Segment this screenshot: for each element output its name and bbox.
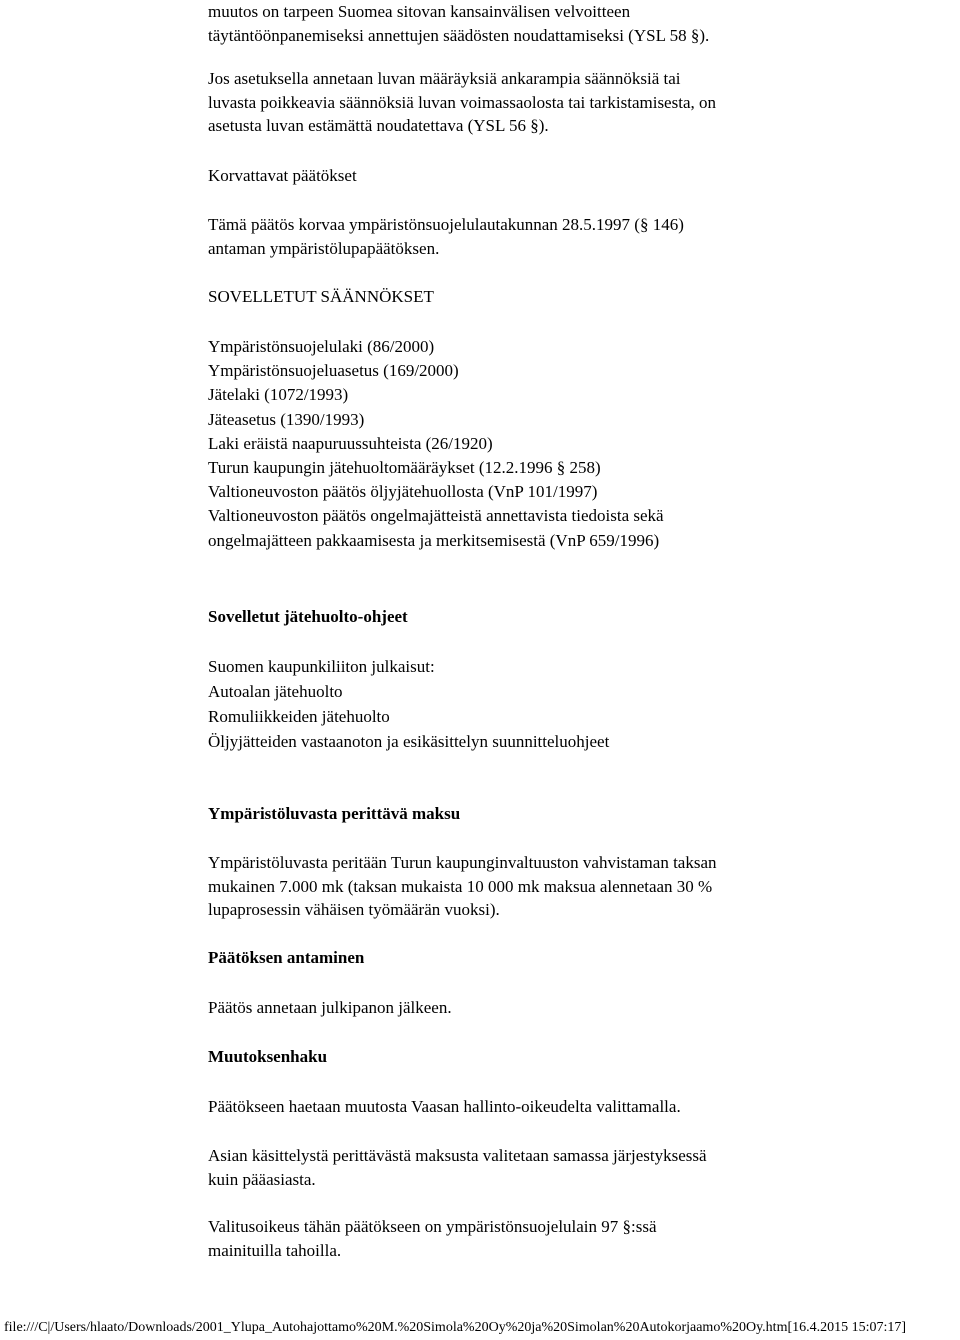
- intro-line: täytäntöönpanemiseksi annettujen säädösten noudattamiseksi (YSL 58 §).: [208, 25, 710, 45]
- rule-item: Jätelaki (1072/1993): [208, 385, 349, 405]
- issuing-paragraph: [208, 996, 452, 1020]
- rule-item: Laki eräistä naapuruussuhteista (26/1920): [208, 433, 493, 453]
- rule-item: Valtioneuvoston päätös ongelmajätteistä annettavista tiedoista sekä: [208, 506, 664, 526]
- replaced-heading: Korvattavat päätökset: [208, 166, 357, 185]
- rule-item: Ympäristönsuojelulaki (86/2000): [208, 337, 435, 356]
- appeal-paragraph-2: [208, 1144, 707, 1191]
- rule-item: Jäteasetus (1390/1993): [208, 409, 365, 429]
- rules-heading: SOVELLETUT SÄÄNNÖKSET: [208, 287, 434, 306]
- appeal-line: kuin pääasiasta.: [208, 1169, 316, 1189]
- appeal-heading: Muutoksenhaku: [208, 1047, 328, 1066]
- fee-heading: Ympäristöluvasta perittävä maksu: [208, 804, 461, 823]
- guide-item: Autoalan jätehuolto: [208, 682, 343, 701]
- replaced-line: antaman ympäristölupapäätöksen.: [208, 238, 440, 258]
- guide-item: Romuliikkeiden jätehuolto: [208, 707, 390, 726]
- validity-line: Jos asetuksella annetaan luvan määräyksiä ankarampia säännöksiä tai: [208, 69, 681, 88]
- fee-line: lupaprosessin vähäisen työmäärän vuoksi).: [208, 900, 500, 919]
- appeal-line: Päätökseen haetaan muutosta Vaasan hallinto-oikeudelta valittamalla.: [208, 1097, 681, 1116]
- appeal-line: mainituilla tahoilla.: [208, 1240, 342, 1260]
- validity-paragraph: [208, 67, 716, 138]
- fee-paragraph: [208, 851, 717, 922]
- rule-item: ongelmajätteen pakkaamisesta ja merkitsemisestä (VnP 659/1996): [208, 530, 660, 550]
- replaced-paragraph: [208, 213, 684, 260]
- rule-item: Turun kaupungin jätehuoltomääräykset (12.2.1996 § 258): [208, 458, 601, 478]
- rules-list: [208, 335, 664, 553]
- validity-line: luvasta poikkeavia säännöksiä luvan voimassaolosta tai tarkistamisesta, on: [208, 92, 716, 112]
- appeal-paragraph-1: [208, 1095, 681, 1119]
- issuing-line: Päätös annetaan julkipanon jälkeen.: [208, 998, 452, 1017]
- replaced-line: Tämä päätös korvaa ympäristönsuojelulautakunnan 28.5.1997 (§ 146): [208, 215, 684, 234]
- guides-list: [208, 654, 609, 754]
- page-footer-path: file:///C|/Users/hlaato/Downloads/2001_Ylupa_Autohajottamo%20M.%20Simola%20Oy%20ja%20Simolan%20Autokorjaamo%20Oy.htm[16.4.2015 15:07:17]: [4, 1320, 907, 1335]
- appeal-line: Asian käsittelystä perittävästä maksusta valitetaan samassa järjestyksessä: [208, 1146, 707, 1165]
- rule-item: Ympäristönsuojeluasetus (169/2000): [208, 361, 459, 381]
- intro-paragraph: [208, 0, 709, 47]
- rule-item: Valtioneuvoston päätös öljyjätehuollosta (VnP 101/1997): [208, 482, 598, 502]
- appeal-line: Valitusoikeus tähän päätökseen on ympäristönsuojelulain 97 §:ssä: [208, 1217, 657, 1236]
- intro-line: muutos on tarpeen Suomea sitovan kansainvälisen velvoitteen: [208, 2, 631, 21]
- validity-line: asetusta luvan estämättä noudatettava (YSL 56 §).: [208, 116, 549, 135]
- guide-item: Öljyjätteiden vastaanoton ja esikäsittelyn suunnitteluohjeet: [208, 732, 610, 751]
- fee-line: mukainen 7.000 mk (taksan mukaista 10 000 mk maksua alennetaan 30 %: [208, 876, 713, 896]
- guides-heading: Sovelletut jätehuolto-ohjeet: [208, 607, 408, 626]
- appeal-paragraph-3: [208, 1215, 657, 1262]
- guide-item: Suomen kaupunkiliiton julkaisut:: [208, 657, 435, 676]
- issuing-heading: Päätöksen antaminen: [208, 948, 365, 967]
- fee-line: Ympäristöluvasta peritään Turun kaupunginvaltuuston vahvistaman taksan: [208, 853, 717, 872]
